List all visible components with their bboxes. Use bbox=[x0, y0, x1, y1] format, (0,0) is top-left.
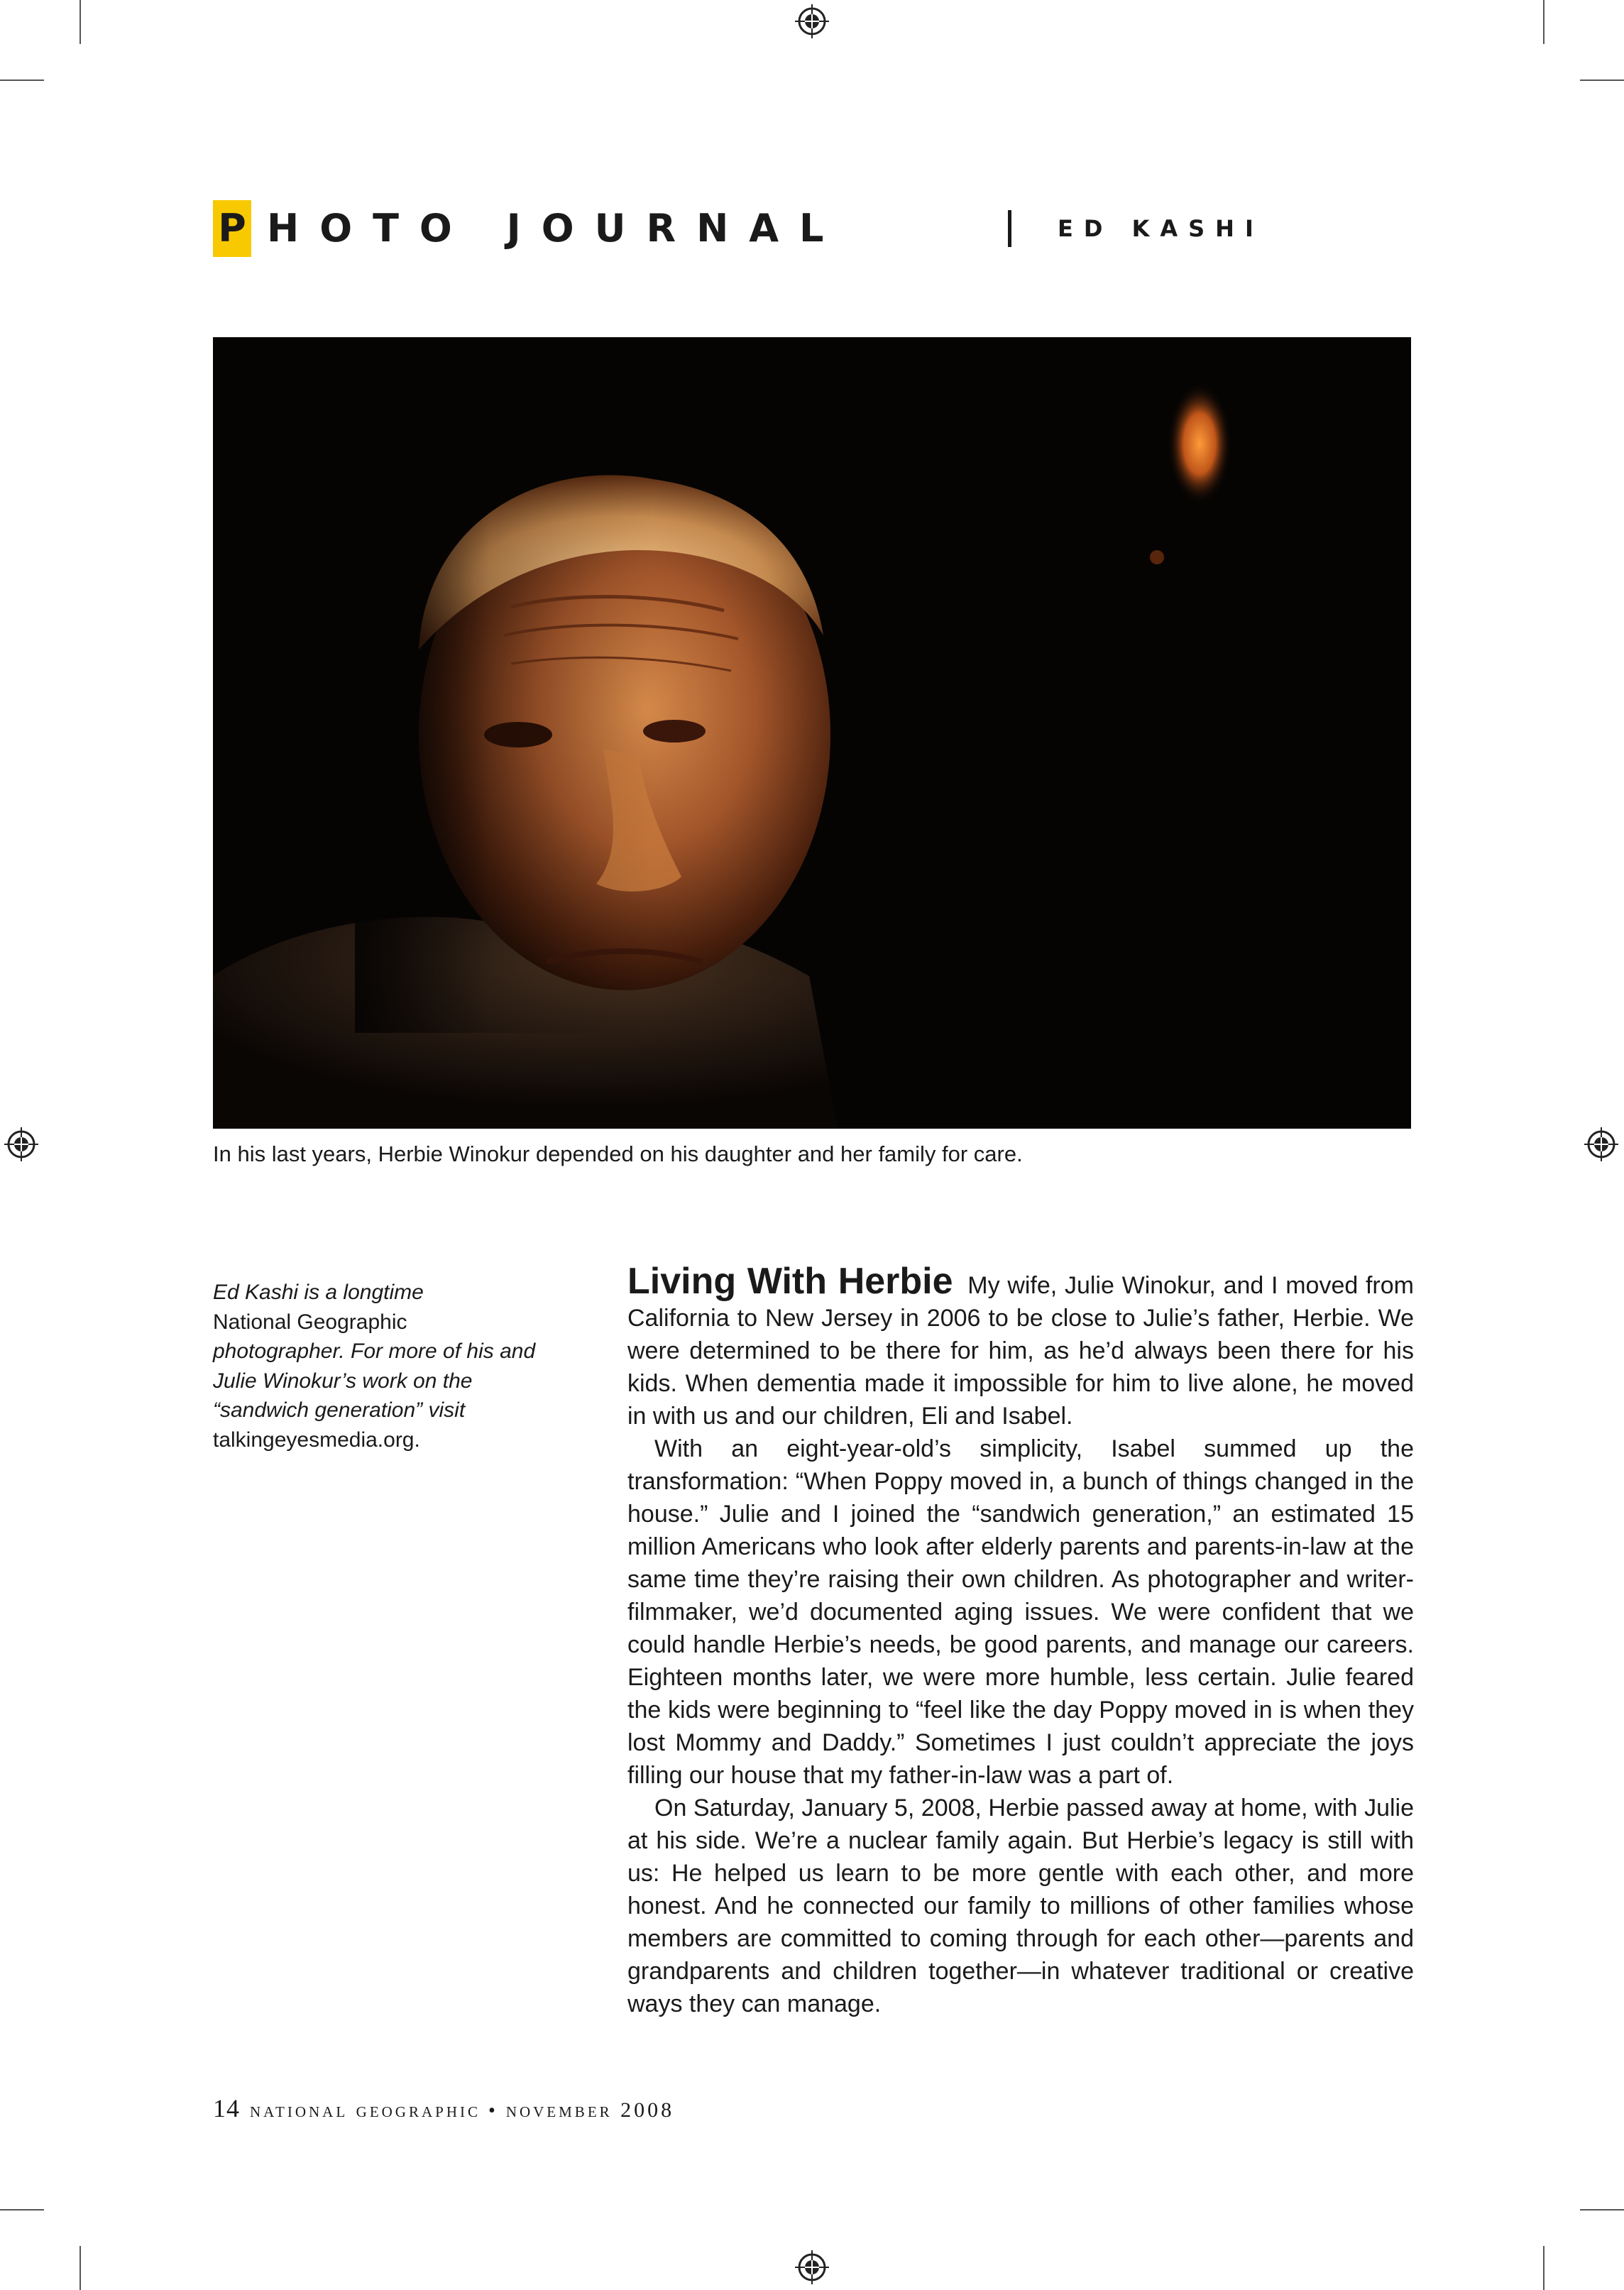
photo-caption: In his last years, Herbie Winokur depended on his daughter and her family for care. bbox=[213, 1141, 1023, 1166]
crop-mark bbox=[0, 80, 44, 81]
bio-publication-name: National Geographic bbox=[213, 1310, 407, 1334]
footer-publication: national geographic bbox=[250, 2098, 481, 2122]
crop-mark bbox=[1580, 2209, 1624, 2210]
page-number: 14 bbox=[213, 2094, 240, 2122]
section-title-rest: HOTO JOURNAL bbox=[267, 206, 845, 251]
registration-mark-icon bbox=[795, 2250, 829, 2284]
footer-issue-date: november 2008 bbox=[505, 2098, 675, 2122]
bio-website-link[interactable]: talkingeyesmedia.org. bbox=[213, 1428, 420, 1452]
header-divider bbox=[1008, 210, 1011, 247]
portrait-photo bbox=[213, 337, 1411, 1129]
author-name: ED KASHI bbox=[1058, 215, 1264, 242]
article-paragraph: With an eight-year-old’s simplicity, Isabel summed up the transformation: “When Poppy moved in, a bunch of things changed in the house.” Julie and I joined the “sandwich generation,” an estimated 15 million Americans who look after elderly parents and parents-in-law at the same time they’re raising their own children. As photographer and writer-filmmaker, we’d documented aging issues. We were confident that we could handle Herbie’s needs, be good parents, and manage our careers. Eighteen months later, we were more humble, less certain. Julie feared the kids were beginning to “feel like the day Poppy moved in is when they lost Mommy and Daddy.” Sometimes I just couldn’t appreciate the joys filling our house that my father-in-law was a part of. bbox=[627, 1435, 1414, 1789]
registration-mark-icon bbox=[1584, 1127, 1618, 1161]
registration-mark-icon bbox=[795, 4, 829, 38]
author-bio bbox=[213, 1278, 539, 1454]
crop-mark bbox=[1543, 0, 1545, 44]
article-body bbox=[627, 1261, 1414, 2020]
page-footer bbox=[213, 2091, 674, 2128]
section-header bbox=[213, 200, 1278, 257]
article-headline: Living With Herbie bbox=[627, 1261, 953, 1302]
registration-mark-icon bbox=[4, 1127, 38, 1161]
portrait-illustration bbox=[213, 337, 1411, 1129]
crop-mark bbox=[79, 2246, 81, 2290]
article-paragraph-text: My wife, Julie Winokur, and I moved from California to New Jersey in 2006 to be close to Julie’s father, Herbie. We were determined to be there for him, as he’d always been there for his kids. When dementia made it impossible for him to live alone, he moved in with us and our children, Eli and Isabel. bbox=[627, 1272, 1414, 1430]
footer-separator: • bbox=[488, 2100, 498, 2122]
article-paragraph bbox=[627, 1261, 1414, 1432]
crop-mark bbox=[1543, 2246, 1545, 2290]
section-title-highlight: P bbox=[213, 200, 251, 257]
bio-text-italic-continued: photographer. For more of his and Julie Winokur’s work on the “sandwich generation” visit bbox=[213, 1340, 536, 1422]
bio-text-italic: Ed Kashi is a longtime bbox=[213, 1281, 424, 1304]
crop-mark bbox=[0, 2209, 44, 2210]
crop-mark bbox=[79, 0, 81, 44]
section-title bbox=[213, 200, 844, 257]
article-paragraph: On Saturday, January 5, 2008, Herbie passed away at home, with Julie at his side. We’re a nuclear family again. But Herbie’s legacy is still with us: He helped us learn to be more gentle with each other, and more honest. And he connected our family to millions of other families whose members are committed to coming through for each other—parents and grandparents and children together—in whatever traditional or creative ways they can manage. bbox=[627, 1795, 1414, 2017]
crop-mark bbox=[1580, 80, 1624, 81]
